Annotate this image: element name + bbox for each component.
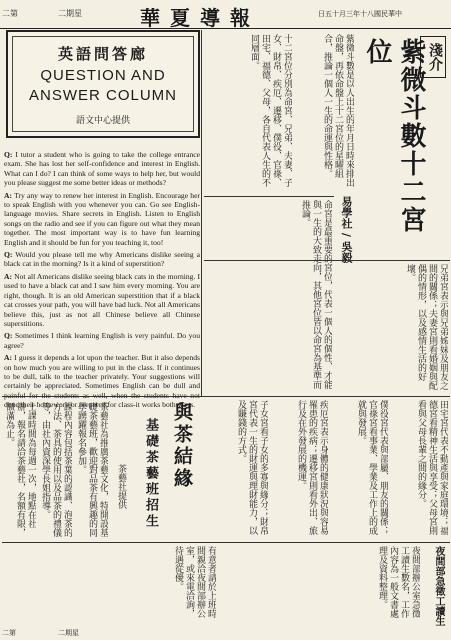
- qa-tag: A:: [4, 271, 13, 281]
- recruit-notice-title: 夜間部急徵工讀生: [433, 546, 444, 626]
- tea-notice-column: 茶藝社為推廣茶藝文化，特開設基礎茶藝班，歡迎對品茶有興趣的同學踴躍報名參加。: [76, 402, 108, 537]
- section-divider: [2, 396, 450, 397]
- column-divider: [201, 30, 202, 396]
- tea-notice-subtitle: 基礎茶藝班招生: [143, 418, 158, 530]
- article-divider: [204, 196, 334, 197]
- publication-date: 日五十月三年十八國民華中: [318, 10, 402, 18]
- tea-notice-provider: 茶藝社提供: [116, 464, 126, 509]
- article-column: 疾厄宮表示身體的健康狀況與容易罹患的疾病；遷移宮則看外出、旅行及在外發展的機運。: [296, 400, 328, 535]
- recruit-notice-column: 夜間部辦公室急徵工讀生數名，工作內容為一般文書處理及資料整理。: [377, 546, 420, 618]
- footer-issue: 二期星: [58, 629, 79, 637]
- article-title: 紫微斗數十二宮位: [362, 38, 426, 234]
- qa-tag: A:: [4, 353, 13, 363]
- qa-tag: Q:: [4, 250, 13, 260]
- tea-notice-column: 課程內容包括茶葉的認識、泡茶的方法、茶具的使用以及品茶的禮儀等，由社內資深學長姐指導。: [40, 402, 72, 537]
- qa-text: I tutor a student who is going to take the college entrance exam. She has lost her self-confidence and interest in English. What can I do? I can think of some ways to help her, but would you please suggest me some better ideas or methods?: [4, 150, 200, 188]
- article-column: 兄弟宮表示與兄弟姊妹及朋友之間的關係；夫妻宮則看婚姻與配偶的情形，以及感情生活的好壞。: [405, 264, 448, 390]
- qa-text: Would you please tell me why Americans dislike seeing a black cat in the morning? Is it a kind of superstition?: [4, 250, 200, 269]
- qa-item: [4, 191, 200, 247]
- qa-text: Not all Americans dislike seeing black cats in the morning. I used to have a black cat and I saw him every morning. You are right, though. It is an old American superstition that if a black cat crosses your path, you will have bad luck. Not all Americans believe this, just as not all Chinese believe all Chinese superstitions.: [4, 271, 200, 328]
- qa-item: [4, 250, 200, 269]
- article-column: 十二宮位分別為命宮、兄弟、夫妻、子女、財帛、疾厄、遷移、僕役、官祿、田宅、福德、父母，各自代表人生的不同層面。: [249, 34, 292, 187]
- issue-label: 二期星: [58, 9, 82, 18]
- qa-banner-frame: [12, 36, 194, 132]
- page-number: 二第: [2, 9, 18, 18]
- masthead: [0, 0, 451, 29]
- article-column: 田宅宮代表不動產與家庭環境；福德宮看精神生活與享受；父母宮則看與父母長輩之間的緣分。: [416, 400, 448, 535]
- qa-text: Sometimes I think learning English is very painful. Do you agree?: [4, 331, 200, 350]
- recruit-notice-column: 有意者請於上班時間親洽夜間部辦公室，或來電洽詢，待遇從優。: [173, 546, 216, 618]
- article-column: 紫微斗數是以人出生的年月日時來排出命盤，再依命盤上十二宮位的星曜組合，推論一個人一生的命運與性格。: [322, 34, 354, 187]
- qa-item: [4, 150, 200, 188]
- article-column: 僕役宮代表與部屬、朋友的關係；官祿宮看事業、學業及工作上的成就與發展。: [356, 400, 388, 535]
- qa-title-english-line1: QUESTION AND: [40, 67, 166, 84]
- tea-notice-title: 與茶結緣: [171, 402, 193, 490]
- qa-title-english-line2: ANSWER COLUMN: [28, 87, 177, 104]
- qa-tag: Q:: [4, 331, 13, 341]
- article-column: 子女宮看子女的多寡與緣分；財帛宮代表一生的財運與理財能力，以及賺錢的方式。: [236, 400, 268, 535]
- qa-text: I guess it depends a lot upon the teacher. But it also depends on how much you are willing to put in the class. If it continues to be dull, talk to the teacher privately. Your suggestions will certainly be appreciated. Sometimes English can be dull and painful for the students as well, when the students have not done their homework or prepared for class-it works both ways.: [4, 353, 201, 410]
- qa-item: [4, 331, 200, 350]
- article-divider: [204, 260, 450, 261]
- qa-title-chinese: 英語問答廊: [57, 45, 148, 63]
- qa-item: [4, 272, 200, 328]
- qa-column-body: [4, 150, 200, 413]
- section-divider: [2, 542, 450, 543]
- qa-column-banner: [6, 30, 200, 138]
- article-column: 命宮是最重要的宮位，代表一個人的個性、才能與一生的大致走向，其他宮位皆以命宮為基準而推論。: [300, 200, 332, 389]
- qa-tag: A:: [4, 190, 13, 200]
- qa-text: Try any way to renew her interest in English. Encourage her to speak English with you whenever you can. Go see English-language movies. Share secrets in English. Listen to English songs on the radio and see if you can figure out what they mean together. The most important way is to have fun learning English and it should be fun for you teaching it, too!: [4, 190, 200, 247]
- qa-provider: 語文中心提供: [75, 116, 130, 126]
- tea-notice-column: 上課時間為每週一次，地點在社辦，報名請洽茶藝社，名額有限，額滿為止。: [4, 402, 36, 537]
- footer-page-number: 二第: [2, 629, 16, 637]
- page-footer: [0, 628, 451, 640]
- article-tag: 淺介: [420, 36, 446, 78]
- article-author: 易學社 / 吳毅: [340, 196, 353, 263]
- newspaper-title: 華夏導報: [140, 6, 260, 30]
- qa-tag: Q:: [4, 150, 13, 159]
